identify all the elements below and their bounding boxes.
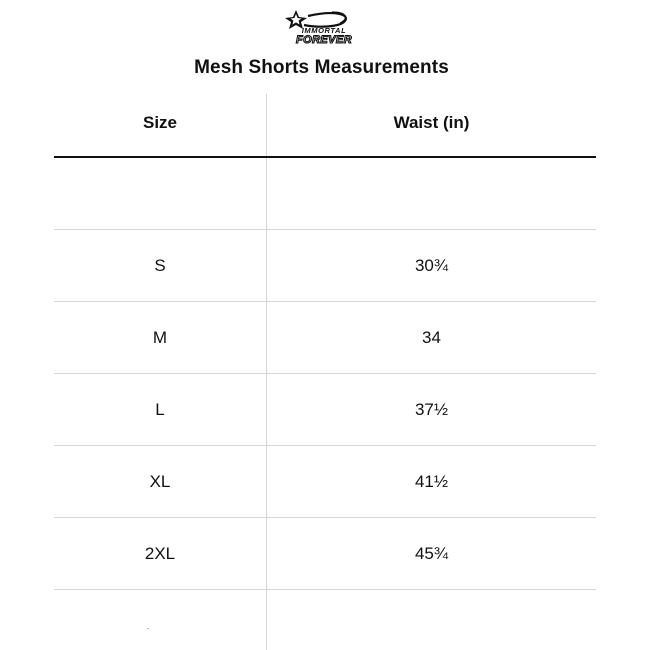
logo-line1: IMMORTAL: [301, 26, 347, 35]
row-divider: [54, 517, 596, 518]
table-cell-waist: 30¾: [414, 256, 449, 275]
table-cell-waist: 41½: [414, 472, 449, 491]
header-divider: [54, 156, 596, 158]
table-cell-size: XL: [149, 472, 171, 491]
star-swoosh-icon: [274, 8, 370, 46]
row-divider: [54, 445, 596, 446]
table-cell-size: 2XL: [144, 544, 176, 563]
table-cell-size: M: [152, 328, 168, 347]
logo-line2: FOREVER: [296, 34, 352, 46]
row-divider: [54, 229, 596, 230]
table-cell-size: S: [154, 256, 166, 275]
table-cell-waist: 37½: [414, 400, 449, 419]
table-cell-size: L: [155, 400, 165, 419]
stray-mark: [147, 628, 149, 629]
brand-logo: [274, 8, 370, 46]
page-title: Mesh Shorts Measurements: [194, 57, 449, 78]
column-header-size: Size: [142, 113, 178, 132]
column-divider: [266, 94, 267, 650]
table-cell-waist: 34: [422, 328, 441, 347]
row-divider: [54, 589, 596, 590]
row-divider: [54, 373, 596, 374]
column-header-waist: Waist (in): [393, 113, 470, 132]
table-cell-waist: 45¾: [414, 544, 449, 563]
row-divider: [54, 301, 596, 302]
